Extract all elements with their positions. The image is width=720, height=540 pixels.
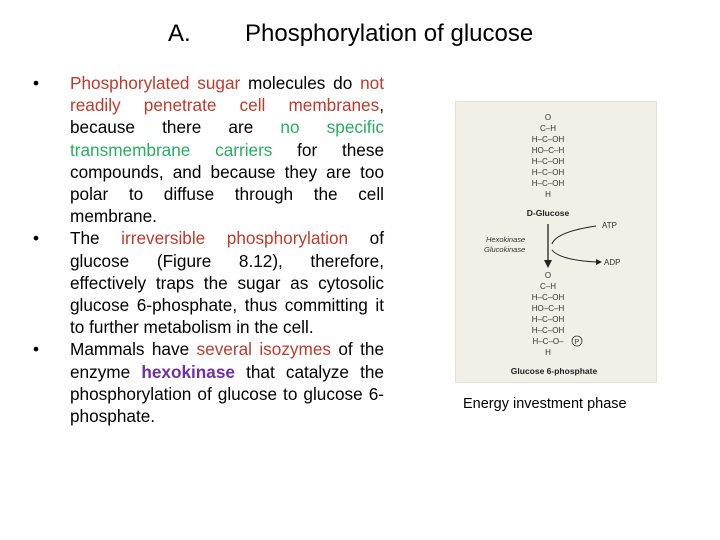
bullet-dot-icon: •	[33, 339, 40, 360]
enzyme-label: Hexokinase	[486, 235, 526, 244]
g6p-row: H–C–OH	[531, 326, 565, 335]
section-letter: A.	[168, 20, 191, 47]
reaction-arrow-head-icon	[544, 260, 552, 268]
bullet-list	[33, 72, 384, 427]
glucose-row: H	[545, 190, 551, 199]
g6p-row: O	[544, 271, 552, 280]
glucose-structure	[532, 113, 565, 199]
atp-label: ATP	[602, 221, 617, 230]
atp-arrow	[552, 226, 596, 244]
bullet-text: The irreversible phosphorylation of glucose (Figure 8.12), therefore, effectively traps the sugar as cytosolic glucose 6-phosphate, thus committing it to further metabolism in the cell.	[70, 228, 384, 338]
glucose-6-phosphate-structure	[532, 271, 565, 357]
bullet-text: Phosphorylated sugar molecules do not readily penetrate cell membranes, because there are no specific transmembrane carriers for these compounds, and because they are too polar to diffuse through the cell membrane.	[70, 73, 384, 227]
glucose-row: H–C–OH	[531, 157, 565, 166]
glucose-row: O	[544, 113, 552, 122]
bullet-item	[33, 227, 384, 338]
g6p-row: C–H	[539, 282, 557, 291]
bullet-item	[33, 338, 384, 427]
g6p-row: H–C–OH	[531, 293, 565, 302]
phosphate-symbol: P	[574, 339, 580, 346]
glucose-row: C–H	[539, 124, 557, 133]
bullet-dot-icon: •	[33, 73, 40, 93]
glucose-label: D-Glucose	[526, 208, 570, 218]
bullet-dot-icon: •	[33, 228, 40, 249]
reaction-diagram	[456, 102, 656, 382]
glucose-row: HO–C–H	[531, 146, 565, 155]
adp-arrow-head-icon	[596, 259, 602, 265]
g6p-row: H–C–OH	[531, 315, 565, 324]
g6p-row: H	[545, 348, 551, 357]
enzyme-label: Glucokinase	[484, 245, 526, 254]
hexokinase-reaction-figure	[455, 101, 657, 383]
figure-caption: Energy investment phase	[463, 396, 627, 412]
g6p-row: H–C–O–	[532, 337, 564, 346]
glucose-row: H–C–OH	[531, 179, 565, 188]
bullet-item	[33, 72, 384, 227]
slide-title: Phosphorylation of glucose	[245, 20, 534, 47]
g6p-row: HO–C–H	[531, 304, 565, 313]
adp-label: ADP	[604, 258, 621, 267]
bullet-text: Mammals have several isozymes of the enzyme hexokinase that catalyze the phosphorylation of glucose to glucose 6-phosphate.	[70, 339, 384, 427]
g6p-label: Glucose 6-phosphate	[510, 366, 598, 376]
adp-arrow	[552, 250, 596, 262]
glucose-row: H–C–OH	[531, 168, 565, 177]
glucose-row: H–C–OH	[531, 135, 565, 144]
